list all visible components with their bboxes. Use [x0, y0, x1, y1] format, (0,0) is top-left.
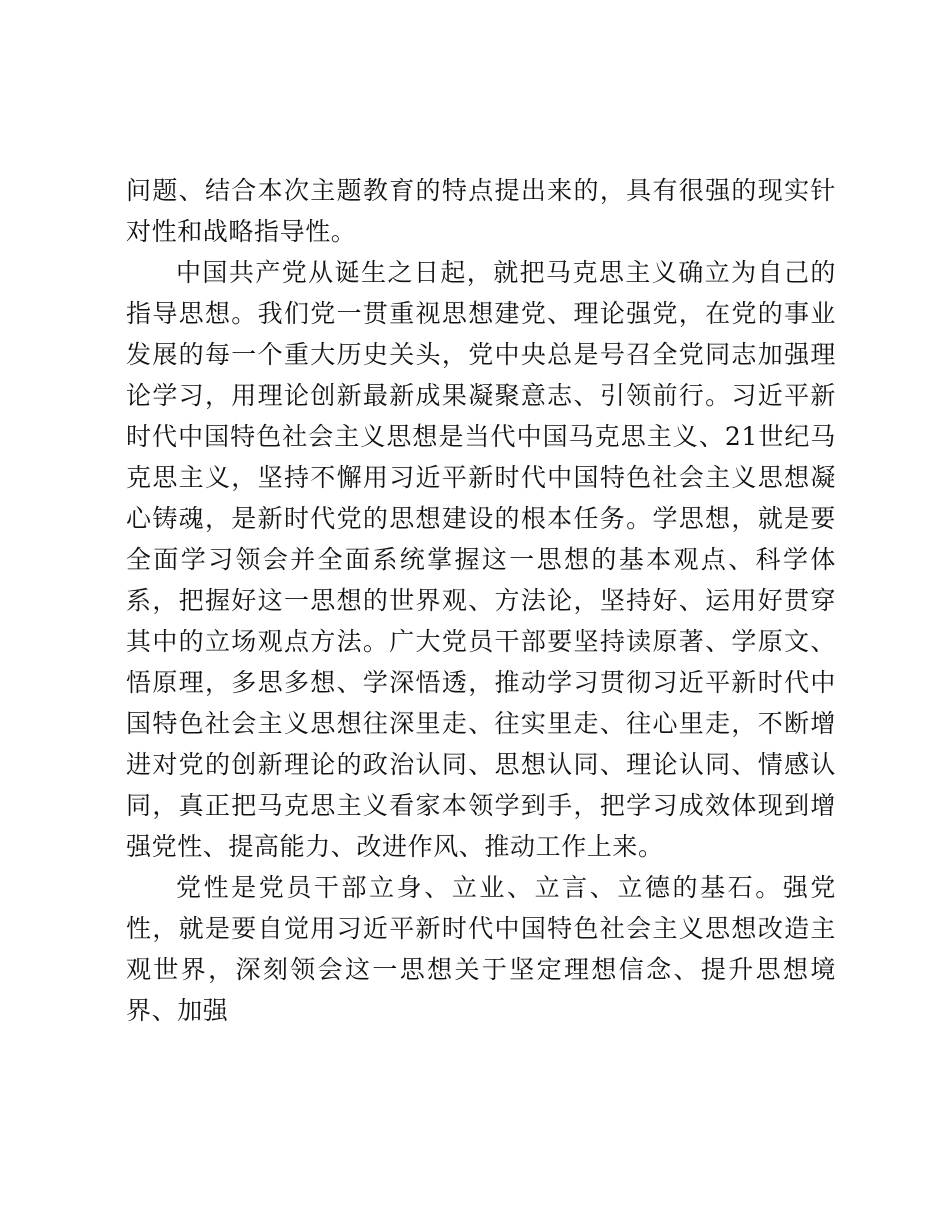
paragraph-2: 中国共产党从诞生之日起，就把马克思主义确立为自己的指导思想。我们党一贯重视思想建党、理论强党，在党的事业发展的每一个重大历史关头，党中央总是号召全党同志加强理论学习，用理论创新最新成果凝聚意志、引领前行。习近平新时代中国特色社会主义思想是当代中国马克思主义、21世纪马克思主义，坚持不懈用习近平新时代中国特色社会主义思想凝心铸魂，是新时代党的思想建设的根本任务。学思想，就是要全面学习领会并全面系统掌握这一思想的基本观点、科学体系，把握好这一思想的世界观、方法论，坚持好、运用好贯穿其中的立场观点方法。广大党员干部要坚持读原著、学原文、悟原理，多思多想、学深悟透，推动学习贯彻习近平新时代中国特色社会主义思想往深里走、往实里走、往心里走，不断增进对党的创新理论的政治认同、思想认同、理论认同、情感认同，真正把马克思主义看家本领学到手，把学习成效体现到增强党性、提高能力、改进作风、推动工作上来。 — [126, 258, 836, 861]
document-body — [126, 170, 836, 1031]
paragraph-1: 问题、结合本次主题教育的特点提出来的，具有很强的现实针对性和战略指导性。 — [126, 176, 836, 246]
paragraph-3: 党性是党员干部立身、立业、立言、立德的基石。强党性，就是要自觉用习近平新时代中国特色社会主义思想改造主观世界，深刻领会这一思想关于坚定理想信念、提升思想境界、加强 — [126, 873, 836, 1025]
